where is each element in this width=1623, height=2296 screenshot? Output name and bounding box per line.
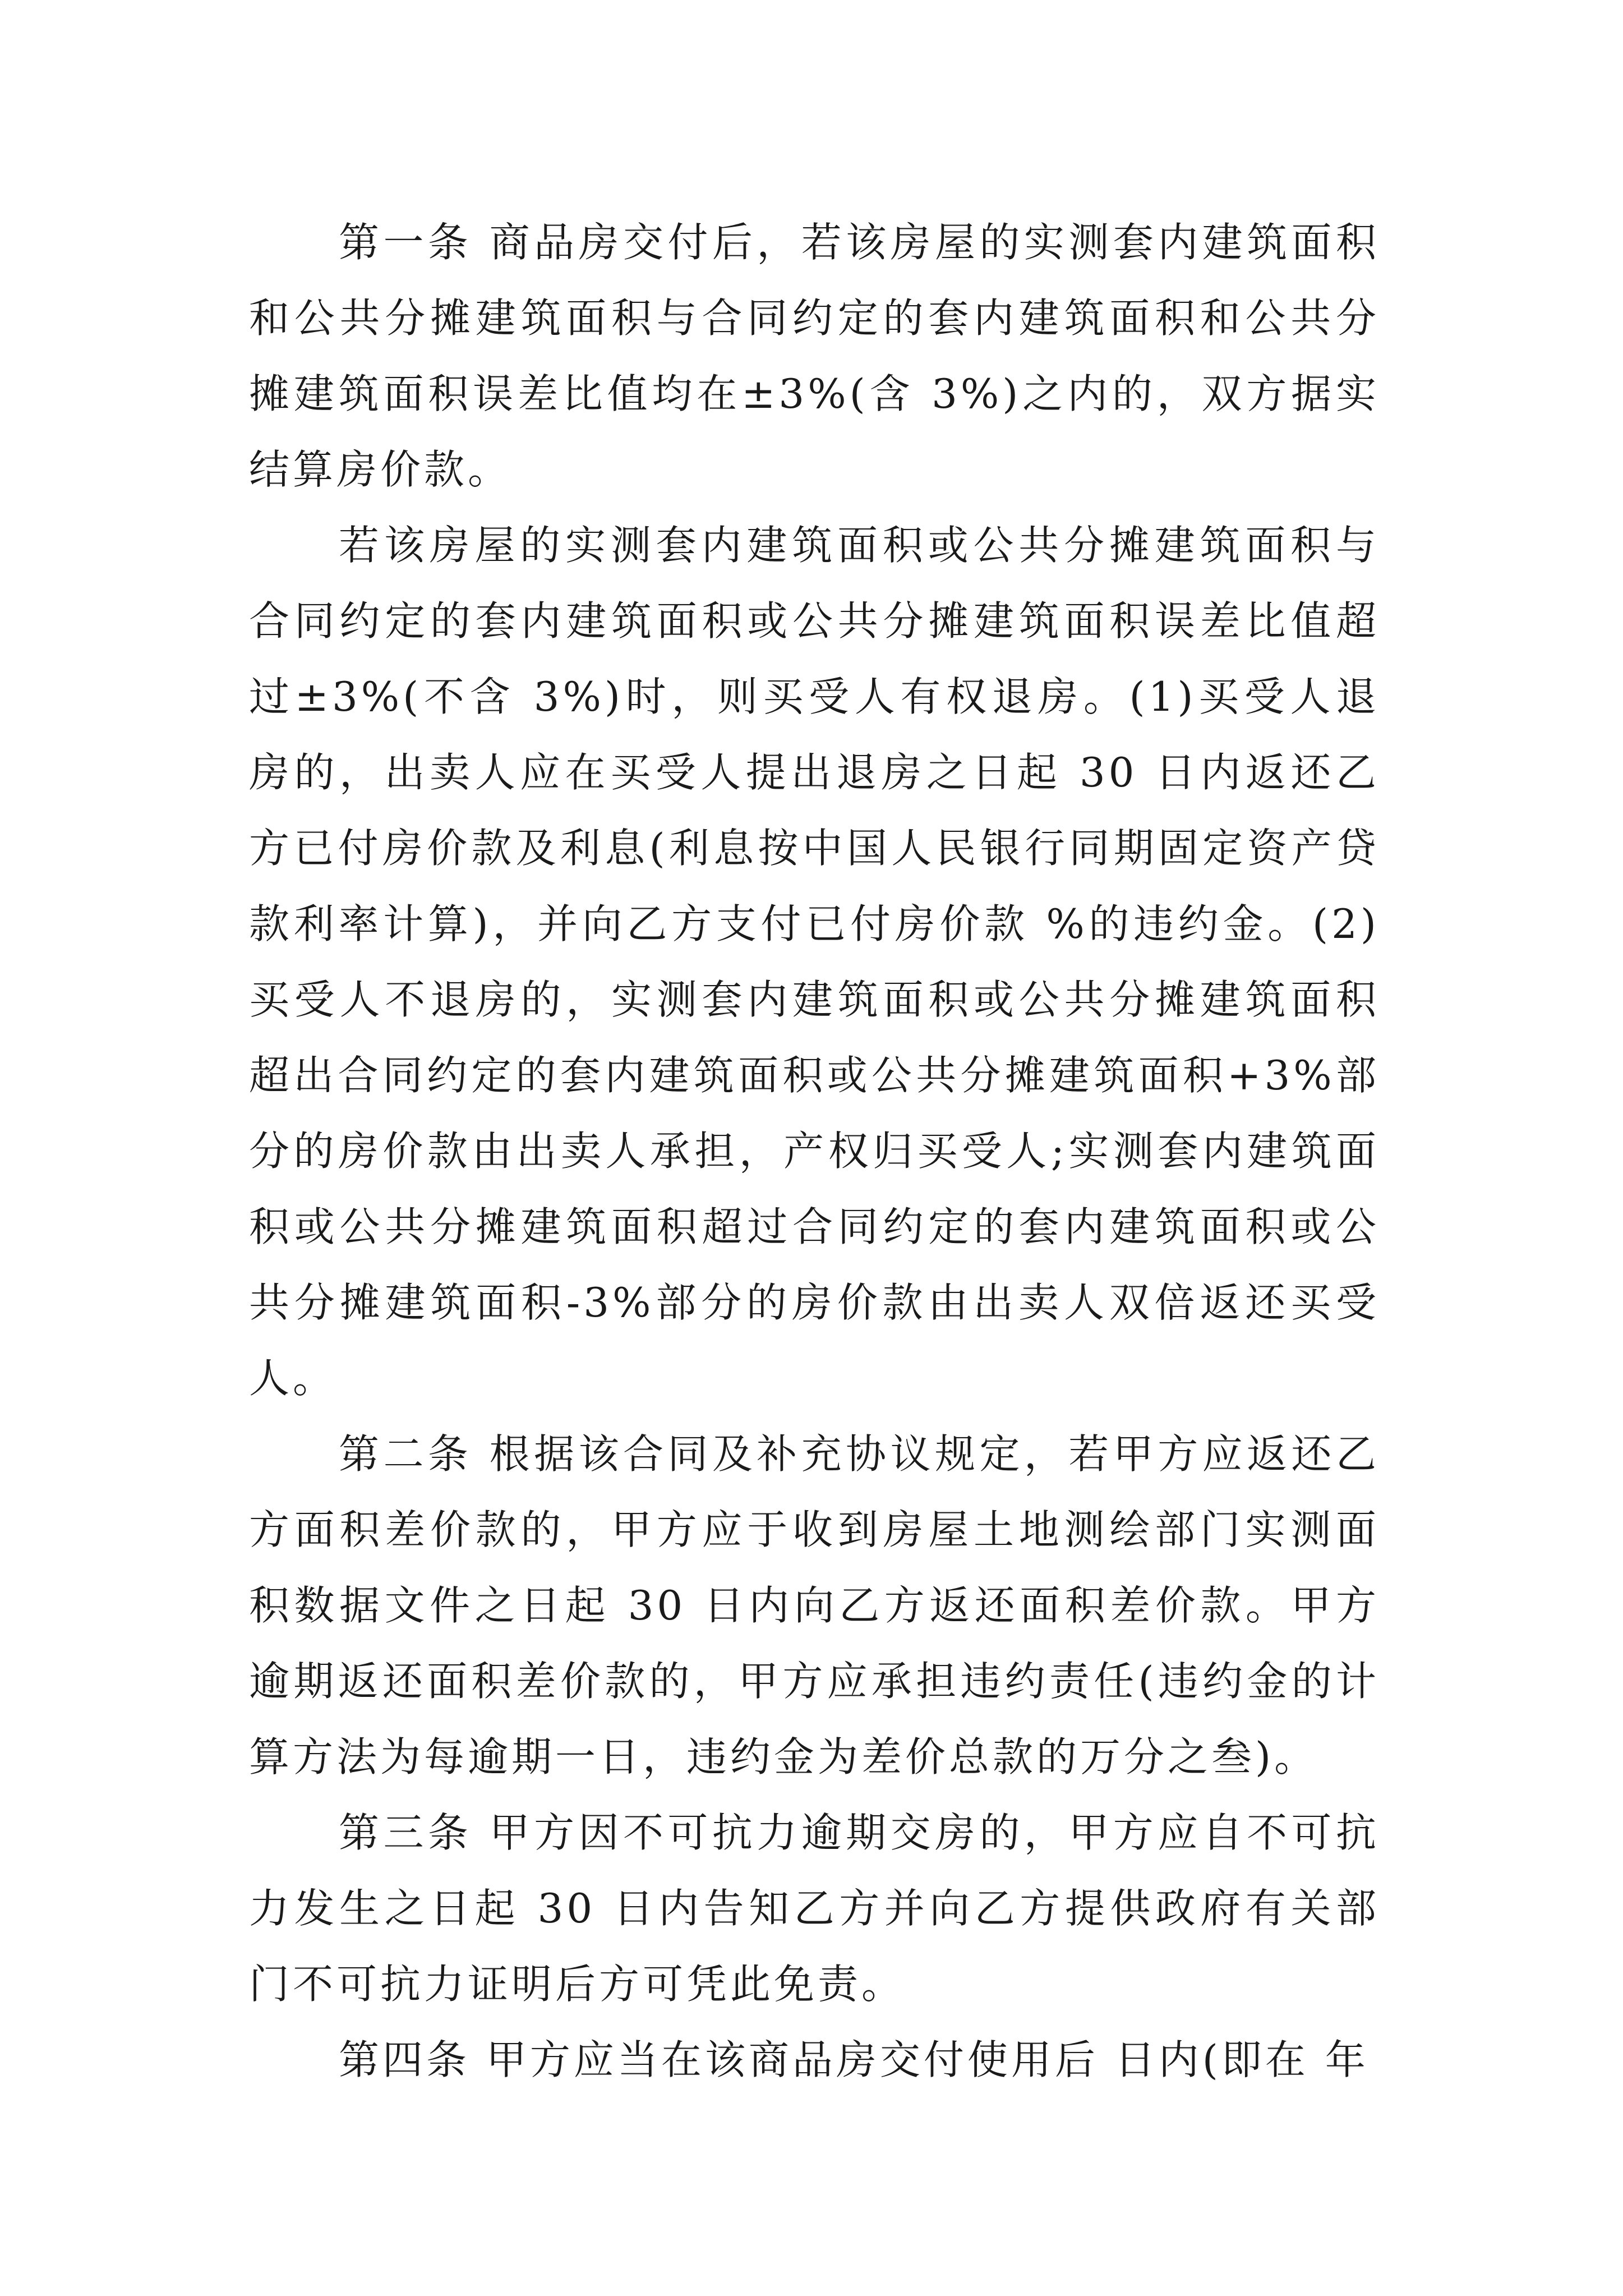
paragraph-article-4: 第四条 甲方应当在该商品房交付使用后 日内(即在 年 [339, 2036, 1369, 2083]
paragraph-article-2: 第二条 根据该合同及补充协议规定，若甲方应返还乙方面积差价款的，甲方应于收到房屋土地测绘部门实测面积数据文件之日起 30 日内向乙方返还面积差价款。甲方逾期返还面积差价款的，甲方应承担违约责任(违约金的计算方法为每逾期一日，违约金为差价总款的万分之叁)。 [249, 1430, 1380, 1780]
paragraph-article-3: 第三条 甲方因不可抗力逾期交房的，甲方应自不可抗力发生之日起 30 日内告知乙方并向乙方提供政府有关部门不可抗力证明后方可凭此免责。 [249, 1809, 1380, 2008]
document-body [249, 205, 1380, 2098]
paragraph-article-1-continued: 若该房屋的实测套内建筑面积或公共分摊建筑面积与合同约定的套内建筑面积或公共分摊建筑面积误差比值超过±3%(不含 3%)时，则买受人有权退房。(1)买受人退房的，出卖人应在买受人提出退房之日起 30 日内返还乙方已付房价款及利息(利息按中国人民银行同期固定资产贷款利率计算)，并向乙方支付已付房价款 %的违约金。(2)买受人不退房的，实测套内建筑面积或公共分摊建筑面积超出合同约定的套内建筑面积或公共分摊建筑面积+3%部分的房价款由出卖人承担，产权归买受人;实测套内建筑面积或公共分摊建筑面积超过合同约定的套内建筑面积或公共分摊建筑面积-3%部分的房价款由出卖人双倍返还买受人。 [249, 522, 1380, 1402]
paragraph-article-1: 第一条 商品房交付后，若该房屋的实测套内建筑面积和公共分摊建筑面积与合同约定的套内建筑面积和公共分摊建筑面积误差比值均在±3%(含 3%)之内的，双方据实结算房价款。 [249, 219, 1380, 493]
